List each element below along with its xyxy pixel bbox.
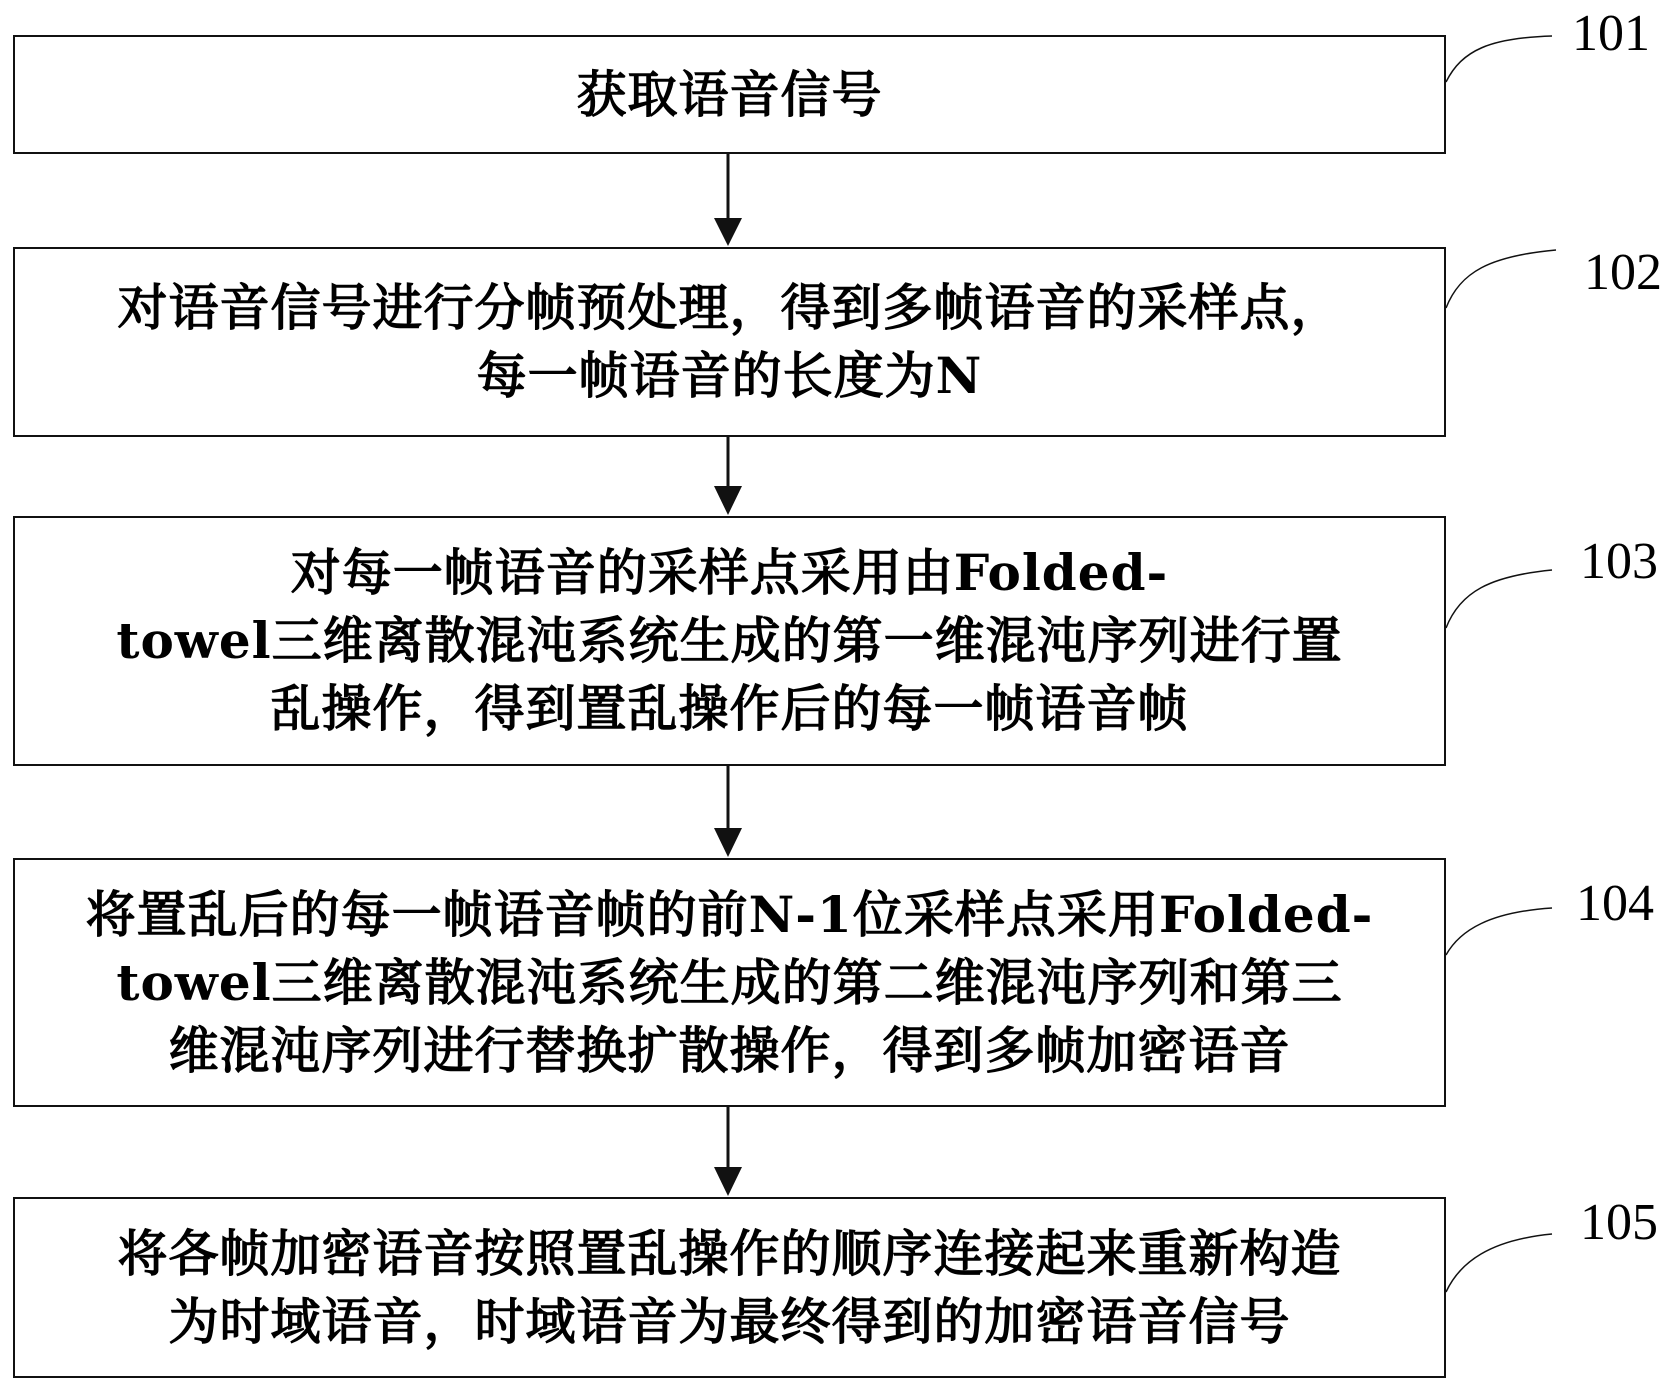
step-text-line: 将置乱后的每一帧语音帧的前N-1位采样点采用Folded-: [85, 884, 1374, 944]
leader-curve-102: [1446, 250, 1556, 308]
step-number-105: 105: [1580, 1194, 1658, 1251]
step-number-102: 102: [1584, 244, 1662, 301]
step-text-line: 乱操作，得到置乱操作后的每一帧语音帧: [270, 679, 1189, 738]
step-text-line: 每一帧语音的长度为N: [476, 346, 983, 405]
step-text-line: 对语音信号进行分帧预处理，得到多帧语音的采样点，: [117, 278, 1342, 337]
flow-arrow-101-102: [714, 154, 742, 246]
step-text-line: 对每一帧语音的采样点采用由Folded-: [290, 543, 1169, 602]
leader-curve-103: [1446, 570, 1552, 628]
leader-curve-105: [1446, 1234, 1552, 1292]
step-number-103: 103: [1580, 533, 1658, 590]
flow-arrow-104-105: [714, 1107, 742, 1196]
step-number-101: 101: [1572, 5, 1650, 62]
step-text-line: towel三维离散混沌系统生成的第一维混沌序列进行置: [116, 611, 1343, 670]
step-text-line: 获取语音信号: [576, 64, 883, 124]
step-text-line: 将各帧加密语音按照置乱操作的顺序连接起来重新构造: [117, 1223, 1342, 1283]
flow-arrow-102-103: [714, 437, 742, 515]
step-text-line: 为时域语音，时域语音为最终得到的加密语音信号: [168, 1291, 1291, 1351]
flow-arrow-103-104: [714, 766, 742, 857]
step-text-line: 维混沌序列进行替换扩散操作，得到多帧加密语音: [168, 1020, 1291, 1080]
leader-curve-101: [1446, 36, 1552, 82]
leader-curve-104: [1446, 908, 1552, 955]
step-number-104: 104: [1576, 875, 1654, 932]
step-text-line: towel三维离散混沌系统生成的第二维混沌序列和第三: [116, 952, 1343, 1012]
